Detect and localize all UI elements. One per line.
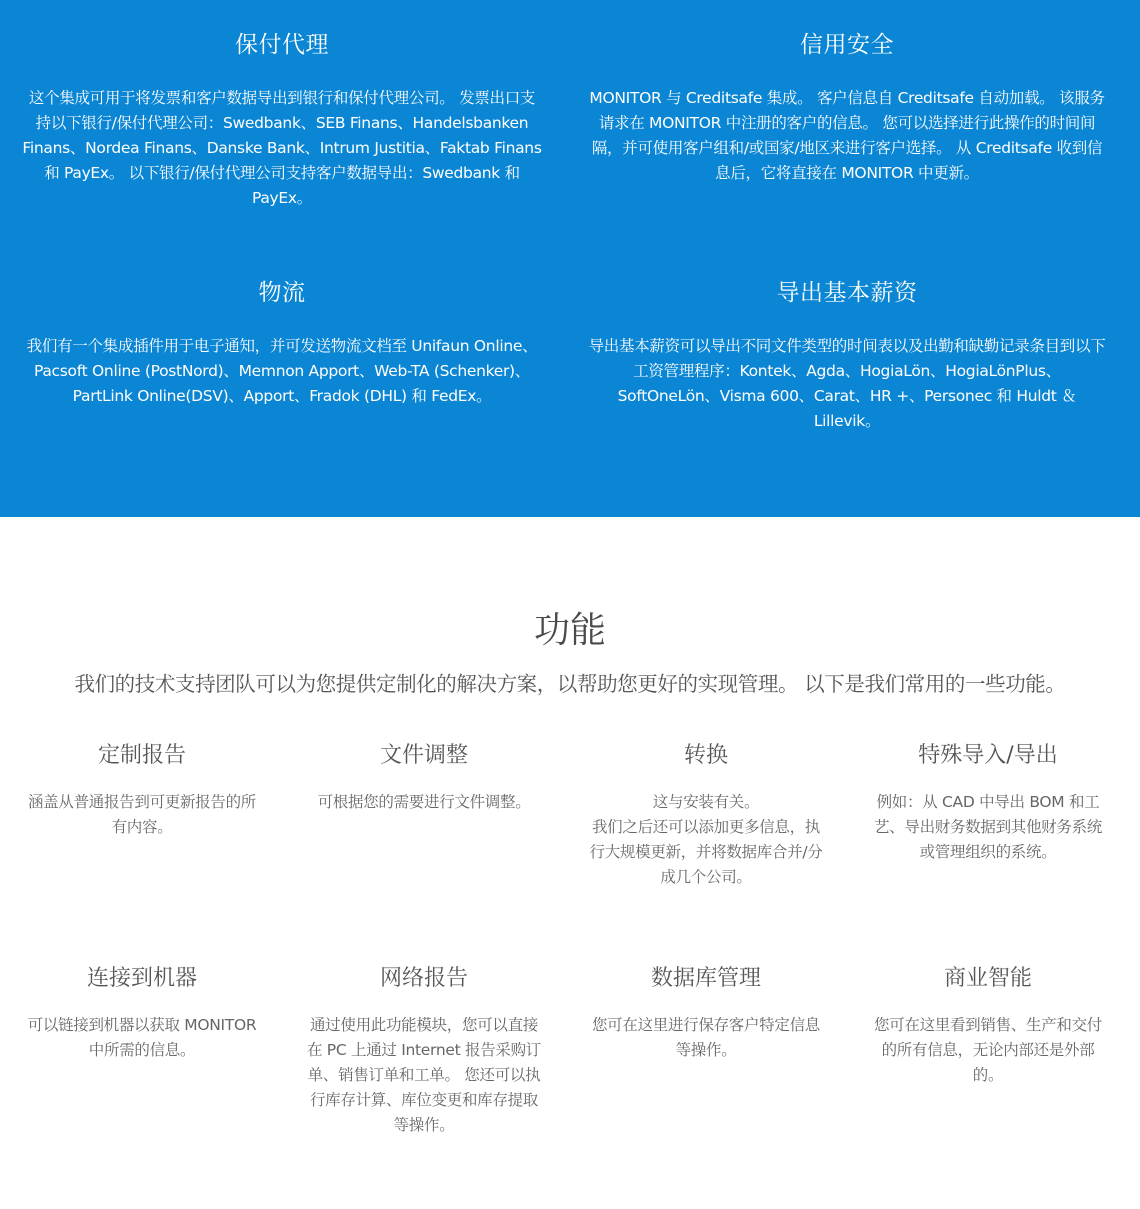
feature-text: 您可在这里看到销售、生产和交付的所有信息，无论内部还是外部的。 bbox=[873, 1016, 1102, 1084]
feature-text: 您可在这里进行保存客户特定信息等操作。 bbox=[591, 1016, 820, 1059]
integration-text: 我们有一个集成插件用于电子通知，并可发送物流文档至 Unifaun Online、Pacsoft Online (PostNord)、Memnon Apport、Web-TA (Schenker)、PartLink Online(DSV)、Apport、Fradok (DHL) 和 FedEx。 bbox=[26, 337, 538, 405]
feature-conversion bbox=[586, 741, 826, 890]
feature-special-import-export bbox=[868, 741, 1108, 865]
feature-text: 通过使用此功能模块，您可以直接在 PC 上通过 Internet 报告采购订单、销售订单和工单。 您还可以执行库存计算、库位变更和库存提取等操作。 bbox=[306, 1016, 542, 1134]
features-title: 功能 bbox=[533, 610, 606, 651]
feature-text: 涵盖从普通报告到可更新报告的所有内容。 bbox=[27, 793, 256, 836]
feature-title: 转换 bbox=[683, 743, 728, 768]
integration-title: 导出基本薪资 bbox=[776, 280, 918, 306]
feature-text: 可根据您的需要进行文件调整。 bbox=[317, 793, 531, 811]
feature-document-adjustment bbox=[304, 741, 544, 815]
feature-title: 网络报告 bbox=[379, 966, 468, 991]
integration-text: 这个集成可用于将发票和客户数据导出到银行和保付代理公司。 发票出口支持以下银行/保付代理公司：Swedbank、SEB Finans、Handelsbanken Finans、Nordea Finans、Danske Bank、Intrum Justitia、Faktab Finans 和 PayEx。 以下银行/保付代理公司支持客户数据导出：Swedbank 和 PayEx。 bbox=[22, 89, 542, 207]
feature-database-management bbox=[586, 964, 826, 1063]
integration-title: 保付代理 bbox=[235, 32, 329, 58]
integration-text: 导出基本薪资可以导出不同文件类型的时间表以及出勤和缺勤记录条目到以下工资管理程序：Kontek、Agda、HogiaLön、HogiaLönPlus、SoftOneLön、Visma 600、Carat、HR +、Personec 和 Huldt ＆Lillevik。 bbox=[588, 337, 1106, 430]
feature-web-reporting bbox=[304, 964, 544, 1138]
features-intro: 我们的技术支持团队可以为您提供定制化的解决方案，以帮助您更好的实现管理。 以下是我们常用的一些功能。 bbox=[74, 672, 1066, 696]
integration-title: 物流 bbox=[258, 280, 306, 306]
integration-card-factoring bbox=[22, 30, 542, 211]
feature-title: 数据库管理 bbox=[650, 966, 761, 991]
feature-business-intelligence bbox=[868, 964, 1108, 1088]
feature-title: 文件调整 bbox=[379, 743, 468, 768]
integrations-section bbox=[0, 0, 1140, 517]
integration-card-credit-safety bbox=[587, 30, 1107, 186]
feature-title: 特殊导入/导出 bbox=[918, 743, 1058, 768]
feature-machine-connection bbox=[22, 964, 262, 1063]
integration-title: 信用安全 bbox=[800, 32, 894, 58]
integration-text: MONITOR 与 Creditsafe 集成。 客户信息自 Creditsafe 自动加载。 该服务请求在 MONITOR 中注册的客户的信息。 您可以选择进行此操作的时间间隔，并可使用客户组和/或国家/地区来进行客户选择。 从 Creditsafe 收到信息后，它将直接在 MONITOR 中更新。 bbox=[589, 89, 1105, 182]
feature-title: 商业智能 bbox=[943, 966, 1032, 991]
integration-card-logistics bbox=[22, 278, 542, 409]
feature-text: 这与安装有关。 我们之后还可以添加更多信息，执行大规模更新，并将数据库合并/分成几个公司。 bbox=[589, 793, 823, 886]
features-section bbox=[0, 517, 1140, 1209]
feature-text: 例如：从 CAD 中导出 BOM 和工艺、导出财务数据到其他财务系统或管理组织的系统。 bbox=[873, 793, 1102, 861]
feature-title: 连接到机器 bbox=[86, 966, 197, 991]
feature-title: 定制报告 bbox=[97, 743, 186, 768]
integration-card-payroll-export bbox=[587, 278, 1107, 434]
feature-custom-reports bbox=[22, 741, 262, 840]
feature-text: 可以链接到机器以获取 MONITOR 中所需的信息。 bbox=[27, 1016, 257, 1059]
